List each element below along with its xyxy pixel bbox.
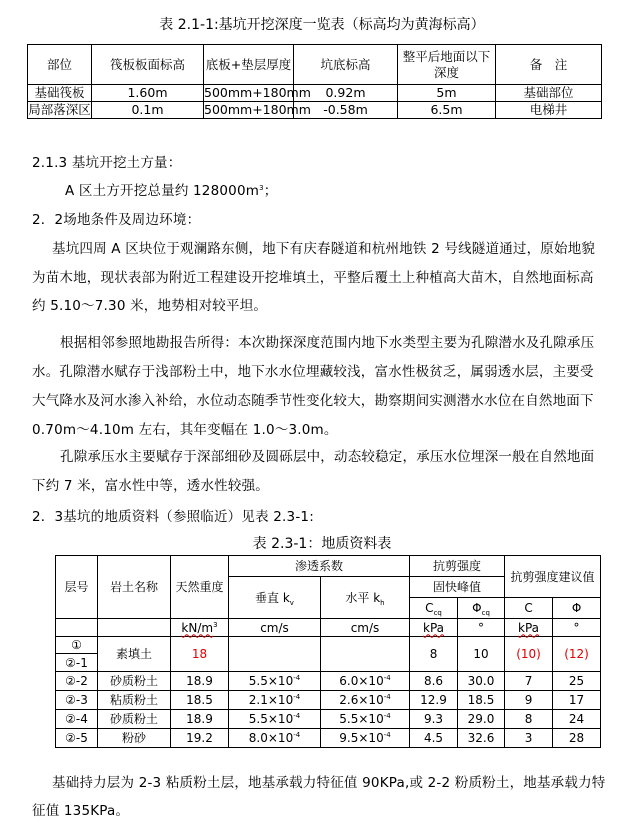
header-cell: 部位 bbox=[28, 45, 92, 85]
table-cell: 6.5m bbox=[398, 102, 496, 119]
kv-cell: $5.5\times 10^{-4}$ bbox=[229, 672, 321, 691]
weight-cell: 18.9 bbox=[171, 672, 229, 691]
header-cell: 备 注 bbox=[496, 45, 602, 85]
header-c: C bbox=[505, 598, 553, 619]
geology-table bbox=[55, 555, 601, 748]
table-row bbox=[56, 691, 601, 710]
kv-cell: $2.1\times 10^{-4}$ bbox=[229, 691, 321, 710]
header-phiq: $\Phi_{cq}$ bbox=[458, 598, 505, 619]
earthwork-tail: ； bbox=[263, 183, 278, 199]
weight-cell: 19.2 bbox=[171, 729, 229, 748]
section-heading: 2．2场地条件及周边环境： bbox=[32, 212, 201, 228]
table-row bbox=[56, 637, 601, 654]
phi-cell: (12) bbox=[553, 637, 601, 672]
phi-cell: 28 bbox=[553, 729, 601, 748]
paragraph-line: 孔隙承压水主要赋存于深部细砂及圆砾层中，动态较稳定，承压水位埋深一般在自然地面 bbox=[60, 449, 595, 465]
layer-cell: ②-4 bbox=[56, 710, 98, 729]
earthwork-volume bbox=[65, 179, 277, 199]
phi-cell: 17 bbox=[553, 691, 601, 710]
kh-cell: $6.0\times 10^{-4}$ bbox=[321, 672, 410, 691]
table-cell: 1.60m bbox=[92, 85, 204, 102]
header-cell: 整平后地面以下深度 bbox=[398, 45, 496, 85]
kv-cell: $5.5\times 10^{-4}$ bbox=[229, 710, 321, 729]
phiq-cell: 30.0 bbox=[458, 672, 505, 691]
table-cell: -0.58m bbox=[294, 102, 398, 119]
table1-caption: 表 2.1-1:基坑开挖深度一览表（标高均为黄海标高） bbox=[159, 17, 485, 33]
table-cell: 500mm+180mm bbox=[204, 102, 311, 117]
cq-cell: 8.6 bbox=[410, 672, 458, 691]
header-layer: 层号 bbox=[56, 556, 98, 619]
table-row bbox=[56, 729, 601, 748]
header-kh: 水平 $k_h$ bbox=[321, 577, 410, 619]
phi-cell: 25 bbox=[553, 672, 601, 691]
weight-cell: 18 bbox=[171, 637, 229, 672]
phiq-cell: 10 bbox=[458, 637, 505, 672]
table-cell: 基础部位 bbox=[496, 85, 602, 102]
header-shear-peak: 固快峰值 bbox=[410, 577, 505, 598]
header-permeability: 渗透系数 bbox=[229, 556, 410, 577]
table-cell: 0.92m bbox=[294, 85, 398, 102]
unit-weight: $kN/m^3$ bbox=[171, 619, 229, 637]
earthwork-text: A 区土方开挖总量约 128000m bbox=[65, 183, 260, 199]
cq-cell: 12.9 bbox=[410, 691, 458, 710]
header-cell: 底板+垫层厚度 bbox=[204, 45, 294, 85]
cq-cell: 9.3 bbox=[410, 710, 458, 729]
soil-cell: 粘质粉土 bbox=[98, 691, 171, 710]
table-row bbox=[56, 672, 601, 691]
superscript: 3 bbox=[259, 184, 264, 192]
footer-line: 征值 135KPa。 bbox=[32, 803, 130, 819]
unit-kh: cm/s bbox=[321, 619, 410, 637]
section-heading: 2．3基坑的地质资料（参照临近）见表 2.3-1: bbox=[32, 509, 314, 525]
table-cell: 5m bbox=[398, 85, 496, 102]
layer-cell: ②-3 bbox=[56, 691, 98, 710]
phi-cell: 24 bbox=[553, 710, 601, 729]
paragraph-line: 水。孔隙潜水赋存于浅部粉土中，地下水水位埋藏较浅，富水性极贫乏，属弱透水层，主要受 bbox=[32, 364, 594, 380]
weight-cell: 18.5 bbox=[171, 691, 229, 710]
soil-cell: 砂质粉土 bbox=[98, 672, 171, 691]
unit-kpa: kPa bbox=[505, 619, 553, 637]
layer-cell: ① bbox=[56, 637, 98, 654]
paragraph-line: 大气降水及河水渗入补给，水位动态随季节性变化较大，勘察期间实测潜水水位在自然地面下 bbox=[32, 393, 594, 409]
section-heading: 2.1.3 基坑开挖土方量： bbox=[32, 155, 182, 171]
paragraph-line: 根据相邻参照地勘报告所得：本次勘探深度范围内地下水类型主要为孔隙潜水及孔隙承压 bbox=[60, 335, 595, 351]
layer-cell: ②-2 bbox=[56, 672, 98, 691]
weight-cell: 18.9 bbox=[171, 710, 229, 729]
header-kv: 垂直 $k_v$ bbox=[229, 577, 321, 619]
paragraph-line: 基坑四周 A 区块位于观澜路东侧，地下有庆春隧道和杭州地铁 2 号线隧道通过，原始地貌 bbox=[52, 241, 596, 257]
unit-degree: ° bbox=[553, 619, 601, 637]
layer-cell: ②-5 bbox=[56, 729, 98, 748]
unit-kv: cm/s bbox=[229, 619, 321, 637]
table-cell: 0.1m bbox=[92, 102, 204, 119]
header-cq: $C_{cq}$ bbox=[410, 598, 458, 619]
header-weight: 天然重度 bbox=[171, 556, 229, 619]
layer-cell: ②-1 bbox=[56, 654, 98, 672]
table-row bbox=[28, 85, 602, 102]
unit-degree: ° bbox=[458, 619, 505, 637]
table-row bbox=[56, 710, 601, 729]
footer-line: 基础持力层为 2-3 粘质粉土层，地基承载力特征值 90KPa,或 2-2 粉质粉土，地基承载力特 bbox=[52, 775, 606, 791]
units-row bbox=[56, 619, 601, 637]
table-row bbox=[28, 102, 602, 119]
header-suggested: 抗剪强度建议值 bbox=[505, 556, 601, 598]
cq-cell: 8 bbox=[410, 637, 458, 672]
c-cell: 8 bbox=[505, 710, 553, 729]
table-cell: 500mm+180mm bbox=[204, 85, 311, 100]
soil-cell: 砂质粉土 bbox=[98, 710, 171, 729]
table-cell: 基础筏板 bbox=[28, 85, 92, 102]
paragraph-line: 0.70m～4.10m 左右，其年变幅在 1.0～3.0m。 bbox=[32, 422, 338, 438]
header-soil: 岩土名称 bbox=[98, 556, 171, 619]
table-cell: 局部落深区 bbox=[28, 102, 91, 117]
phiq-cell: 18.5 bbox=[458, 691, 505, 710]
header-phi: Φ bbox=[553, 598, 601, 619]
kh-cell: $2.6\times 10^{-4}$ bbox=[321, 691, 410, 710]
c-cell: 9 bbox=[505, 691, 553, 710]
c-cell: (10) bbox=[505, 637, 553, 672]
cq-cell: 4.5 bbox=[410, 729, 458, 748]
kh-cell: $5.5\times 10^{-4}$ bbox=[321, 710, 410, 729]
kv-cell: $8.0\times 10^{-4}$ bbox=[229, 729, 321, 748]
unit-kpa: kPa bbox=[410, 619, 458, 637]
excavation-depth-table bbox=[27, 44, 602, 119]
table-cell: 电梯井 bbox=[496, 102, 602, 119]
soil-cell: 素填土 bbox=[98, 637, 171, 672]
kh-cell: $9.5\times 10^{-4}$ bbox=[321, 729, 410, 748]
header-shear: 抗剪强度 bbox=[410, 556, 505, 577]
paragraph-line: 约 5.10～7.30 米，地势相对较平坦。 bbox=[32, 298, 268, 314]
paragraph-line: 为苗木地，现状表部为附近工程建设开挖堆填土，平整后覆土上种植高大苗木，自然地面标高 bbox=[32, 270, 594, 286]
soil-cell: 粉砂 bbox=[98, 729, 171, 748]
table2-caption: 表 2.3-1：地质资料表 bbox=[252, 536, 392, 552]
phiq-cell: 32.6 bbox=[458, 729, 505, 748]
header-cell: 坑底标高 bbox=[294, 45, 398, 85]
c-cell: 7 bbox=[505, 672, 553, 691]
c-cell: 3 bbox=[505, 729, 553, 748]
paragraph-line: 下约 7 米，富水性中等，透水性较强。 bbox=[32, 478, 269, 494]
phiq-cell: 29.0 bbox=[458, 710, 505, 729]
header-cell: 筏板板面标高 bbox=[92, 45, 204, 85]
